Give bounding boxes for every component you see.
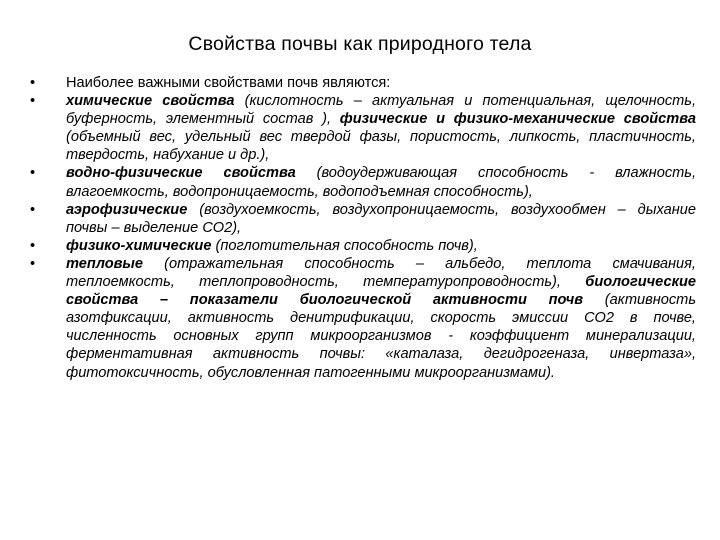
list-item-text: [66, 255, 696, 382]
term-aerophysical-details: (воздухоемкость, воздухопроницаемость, воздухообмен – дыхание почвы – выделение СО2),: [66, 201, 696, 236]
bullet-icon: •: [30, 201, 36, 218]
term-physical: физические и физико-механические свойства: [339, 111, 696, 128]
term-physical-details: (объемный вес, удельный вес твердой фазы, пористость, липкость, пластичность, твердость, набухание и др.),: [66, 129, 696, 164]
list-item: [30, 164, 696, 200]
bullet-icon: •: [30, 75, 36, 91]
term-water-physical: водно-физические свойства: [66, 165, 296, 182]
bullet-icon: •: [30, 237, 36, 254]
list-item-text: [66, 92, 696, 164]
bullet-icon: •: [30, 255, 36, 272]
list-item-text: [66, 237, 696, 255]
list-item: [30, 74, 696, 92]
list-item: [30, 201, 696, 237]
term-biological: биологические свойства – показатели биологической активности почв: [66, 274, 696, 309]
list-item-text: [66, 74, 696, 92]
intro-text: Наиболее важными свойствами почв являются:: [66, 75, 391, 91]
list-item-text: [66, 201, 696, 237]
term-thermal-details: (отражательная способность – альбедо, теплота смачивания, теплоемкость, теплопроводность, температуропроводность),: [66, 255, 696, 291]
bullet-icon: •: [30, 165, 36, 182]
list-item-text: [66, 164, 696, 200]
term-physicochemical: физико-химические: [66, 237, 212, 254]
list-item: [30, 237, 696, 255]
term-biological-details: (активность азотфиксации, активность денитрификации, скорость эмиссии СО2 в почве, численность основных групп микроорганизмов - коэффициент минерализации, ферментативная активность почвы: «каталаза, дегидрогеназа, инвертаза», фитотоксичность, обусловленная патогенными микроорганизмами).: [66, 292, 696, 381]
term-aerophysical: аэрофизические: [66, 201, 188, 218]
list-item: [30, 255, 696, 382]
list-item: [30, 92, 696, 164]
term-chemical: химические свойства: [66, 93, 235, 110]
bullet-list: [30, 74, 696, 382]
term-thermal: тепловые: [66, 255, 144, 272]
term-chemical-details: (кислотность – актуальная и потенциальная, щелочность, буферность, элементный состав ),: [66, 93, 697, 128]
bullet-icon: •: [30, 93, 36, 110]
term-physicochemical-details: (поглотительная способность почв),: [211, 237, 478, 254]
slide-title: Свойства почвы как природного тела: [188, 33, 532, 55]
term-water-physical-details: (водоудерживающая способность - влажность, влагоемкость, водопроницаемость, водоподъемная способность),: [66, 165, 697, 200]
